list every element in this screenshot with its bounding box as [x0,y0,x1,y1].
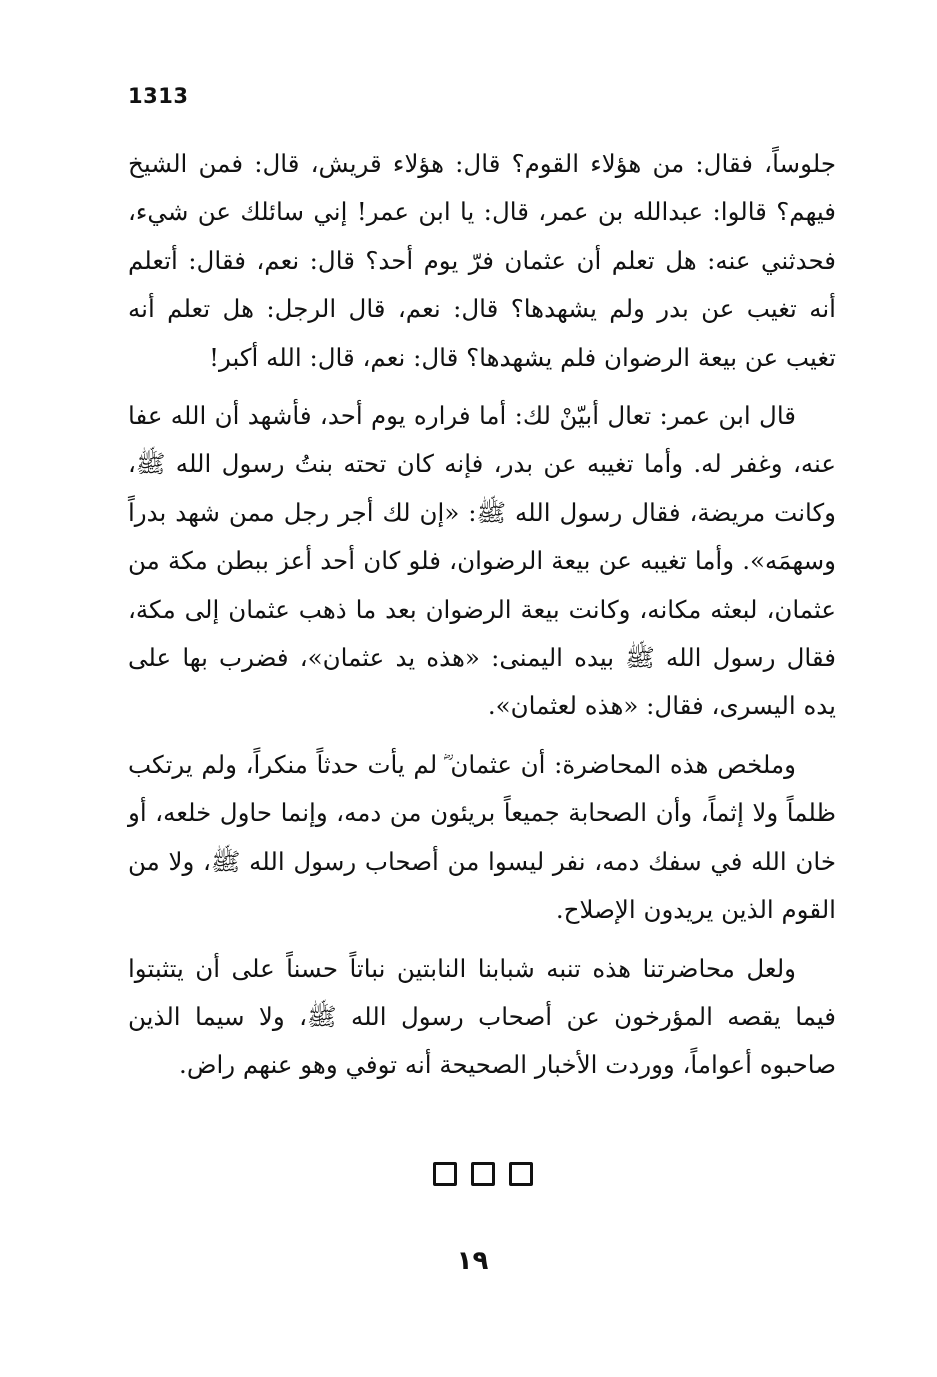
ornament-square-icon [509,1162,533,1186]
running-page-number: 1313 [128,84,189,108]
page-number: ١٩ [456,1246,489,1276]
ornament-square-icon [471,1162,495,1186]
body-text [128,140,836,1090]
paragraph-2: قال ابن عمر: تعال أبيّنْ لك: أما فراره يوم أحد، فأشهد أن الله عفا عنه، وغفر له. وأما تغيبه عن بدر، فإنه كان تحته بنتُ رسول الله ﷺ، وكانت مريضة، فقال رسول الله ﷺ: «إن لك أجر رجل ممن شهد بدراً وسهمَه». وأما تغيبه عن بيعة الرضوان، فلو كان أحد أعز ببطن مكة من عثمان، لبعثه مكانه، وكانت بيعة الرضوان بعد ما ذهب عثمان إلى مكة، فقال رسول الله ﷺ بيده اليمنى: «هذه يد عثمان»، فضرب بها على يده اليسرى، فقال: «هذه لعثمان». [128,401,836,721]
section-end-ornament [0,1162,937,1186]
paragraph-4: ولعل محاضرتنا هذه تنبه شبابنا النابتين نباتاً حسناً على أن يتثبتوا فيما يقصه المؤرخون عن أصحاب رسول الله ﷺ، ولا سيما الذين صاحبوه أعواماً، ووردت الأخبار الصحيحة أنه توفي وهو عنهم راض. [128,953,836,1080]
paragraph-3: وملخص هذه المحاضرة: أن عثمان ؓ لم يأت حدثاً منكراً، ولم يرتكب ظلماً ولا إثماً، وأن الصحابة جميعاً بريئون من دمه، وإنما حاول خلعه، أو خان الله في سفك دمه، نفر ليسوا من أصحاب رسول الله ﷺ، ولا من القوم الذين يريدون الإصلاح. [128,749,836,925]
paragraph-1: جلوساً، فقال: من هؤلاء القوم؟ قال: هؤلاء قريش، قال: فمن الشيخ فيهم؟ قالوا: عبدالله بن عمر، قال: يا ابن عمر! إني سائلك عن شيء، فحدثني عنه: هل تعلم أن عثمان فرّ يوم أحد؟ قال: نعم، فقال: أتعلم أنه تغيب عن بدر ولم يشهدها؟ قال: نعم، قال الرجل: هل تعلم أنه تغيب عن بيعة الرضوان فلم يشهدها؟ قال: نعم، قال: الله أكبر! [128,149,836,372]
ornament-square-icon [433,1162,457,1186]
